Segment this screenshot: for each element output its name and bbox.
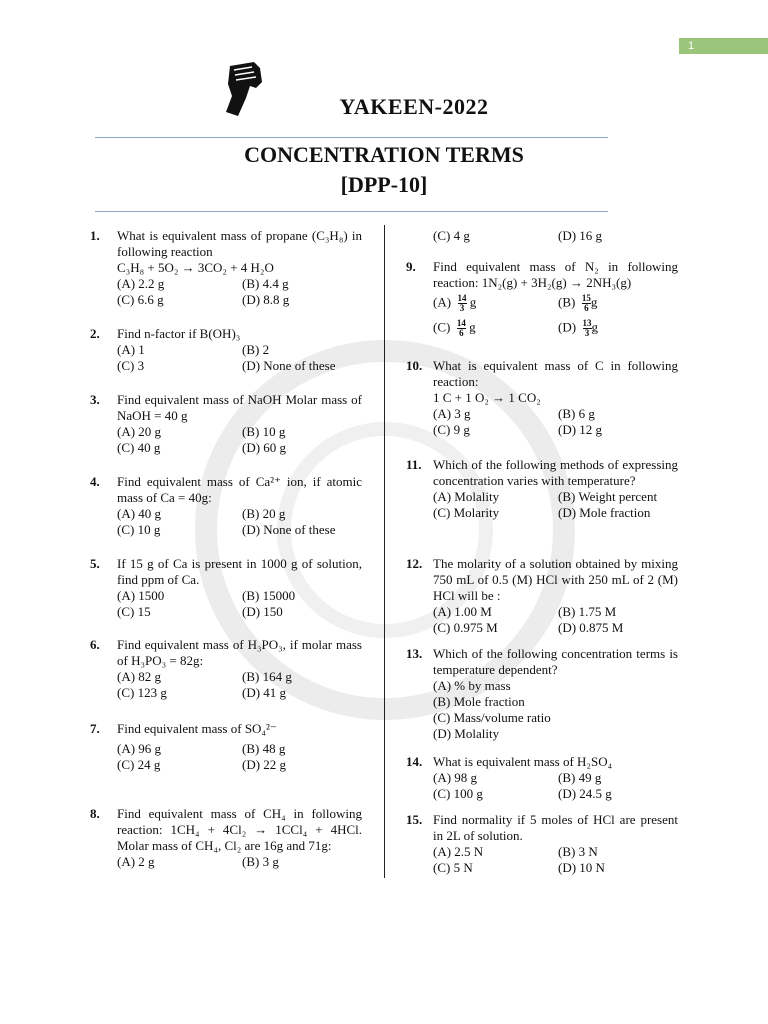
option-a: (A) Molality <box>433 489 500 504</box>
option-c: (C) 0.975 M <box>433 620 498 635</box>
option-d: (D) 60 g <box>242 440 287 455</box>
option-c: (C) 9 g <box>433 422 470 437</box>
option-a: (A) 20 g <box>117 424 162 439</box>
option-b: (B) Mole fraction <box>433 694 525 709</box>
question-9: 9. Find equivalent mass of N₂ in following reaction: 1N₂(g) + 3H₂(g) → 2NH₃(g) (A) $\frac{14}{3}$ g (B) $\frac{15}{6}$ g (C) $\frac{14}{6}$ g (D) $\frac{13}{3}$ g <box>406 259 678 338</box>
option-c: (C) Mass/volume ratio <box>433 710 551 725</box>
option-c: (C) 5 N <box>433 860 473 875</box>
column-divider <box>384 225 385 878</box>
option-d: (D) 8.8 g <box>242 292 290 307</box>
option-a: (A) 96 g <box>117 741 162 756</box>
option-c: (C) 3 <box>117 358 145 373</box>
option-c: (C) Molarity <box>433 505 500 520</box>
option-a: (A) 1 <box>117 342 145 357</box>
question-5: 5. If 15 g of Ca is present in 1000 g of solution, find ppm of Ca. (A) 1500 (B) 15000 (C) 15 (D) 150 <box>90 556 362 620</box>
option-c: (C) 123 g <box>117 685 167 700</box>
option-d: (D) 12 g <box>558 422 603 437</box>
option-b: (B) 2 <box>242 342 270 357</box>
page-number-badge: 1 <box>679 38 768 54</box>
option-d: (D) 0.875 M <box>558 620 624 635</box>
question-stem: Find equivalent mass of CH₄ in following reaction: 1CH₄ + 4Cl₂ → 1CCl₄ + 4HCl. Molar mass of CH₄, Cl₂ are 16g and 71g: <box>117 806 362 853</box>
question-15: 15. Find normality if 5 moles of HCl are present in 2L of solution. (A) 2.5 N (B) 3 N (C) 5 N (D) 10 N <box>406 812 678 876</box>
option-c: (C) 40 g <box>117 440 161 455</box>
question-number: 1. <box>90 228 100 243</box>
option-b: (B) 20 g <box>242 506 286 521</box>
option-d: (D) None of these <box>242 358 336 373</box>
option-b: (B) 164 g <box>242 669 292 684</box>
header-rule-top <box>95 137 608 138</box>
question-stem: Which of the following concentration terms is temperature dependent? <box>433 646 678 677</box>
question-stem: What is equivalent mass of C in following reaction: <box>433 358 678 389</box>
option-b: (B) $\frac{15}{6}$ g <box>558 293 598 313</box>
option-a: (A) % by mass <box>433 678 511 693</box>
option-d: (D) Molality <box>433 726 500 741</box>
option-d: (D) 150 <box>242 604 283 619</box>
option-b: (B) 10 g <box>242 424 286 439</box>
question-stem: Find normality if 5 moles of HCl are present in 2L of solution. <box>433 812 678 843</box>
document-subtitle: CONCENTRATION TERMS <box>244 142 524 167</box>
option-d: (D) 22 g <box>242 757 287 772</box>
option-b: (B) 3 g <box>242 854 279 869</box>
option-d: (D) 24.5 g <box>558 786 612 801</box>
question-1 <box>90 228 362 308</box>
question-stem: Find equivalent mass of H₃PO₃, if molar mass of H₃PO₃ = 82g: <box>117 637 362 668</box>
option-a: (A) 1500 <box>117 588 165 603</box>
question-8: 8. Find equivalent mass of CH₄ in following reaction: 1CH₄ + 4Cl₂ → 1CCl₄ + 4HCl. Molar mass of CH₄, Cl₂ are 16g and 71g: (A) 2 g (B) 3 g <box>90 806 362 870</box>
option-d: (D) Mole fraction <box>558 505 651 520</box>
option-b: (B) 1.75 M <box>558 604 617 619</box>
option-a: (A) $\frac{14}{3}$ g <box>433 293 477 313</box>
question-stem: The molarity of a solution obtained by mixing 750 mL of 0.5 (M) HCl with 250 mL of 2 (M) HCl will be : <box>433 556 678 603</box>
option-a: (A) 2.5 N <box>433 844 484 859</box>
option-b: (B) 3 N <box>558 844 598 859</box>
option-d: (D) None of these <box>242 522 336 537</box>
question-stem: If 15 g of Ca is present in 1000 g of solution, find ppm of Ca. <box>117 556 362 587</box>
question-12: 12. The molarity of a solution obtained by mixing 750 mL of 0.5 (M) HCl with 250 mL of 2 (M) HCl will be : (A) 1.00 M (B) 1.75 M (C) 0.975 M (D) 0.875 M <box>406 556 678 636</box>
option-c: (C) 10 g <box>117 522 161 537</box>
option-c: (C) $\frac{14}{6}$ g <box>433 318 476 338</box>
option-c: (C) 100 g <box>433 786 483 801</box>
document-title: YAKEEN-2022 <box>339 94 489 119</box>
option-c: (C) 6.6 g <box>117 292 164 307</box>
question-3: 3. Find equivalent mass of NaOH Molar mass of NaOH = 40 g (A) 20 g (B) 10 g (C) 40 g (D) 60 g <box>90 392 362 456</box>
option-d: (D) 16 g <box>558 228 603 243</box>
question-stem: Find equivalent mass of SO₄²⁻ <box>117 721 277 736</box>
option-b: (B) 15000 <box>242 588 296 603</box>
option-a: (A) 82 g <box>117 669 162 684</box>
question-stem: Find equivalent mass of N₂ in following reaction: 1N₂(g) + 3H₂(g) → 2NH₃(g) <box>433 259 678 290</box>
question-8-continued <box>406 228 678 244</box>
option-c: (C) 15 <box>117 604 151 619</box>
option-a: (A) 2.2 g <box>117 276 165 291</box>
option-b: (B) 48 g <box>242 741 286 756</box>
reaction-equation: C₃H₈ + 5O₂ → 3CO₂ + 4 H₂O <box>117 260 274 275</box>
question-stem: Which of the following methods of expressing concentration varies with temperature? <box>433 457 678 488</box>
question-10: 10. What is equivalent mass of C in following reaction: 1 C + 1 O₂ → 1 CO₂ (A) 3 g (B) 6 g (C) 9 g (D) 12 g <box>406 358 678 438</box>
question-4: 4. Find equivalent mass of Ca²⁺ ion, if atomic mass of Ca = 40g: (A) 40 g (B) 20 g (C) 10 g (D) None of these <box>90 474 362 538</box>
option-a: (A) 1.00 M <box>433 604 492 619</box>
option-a: (A) 98 g <box>433 770 478 785</box>
option-b: (B) 6 g <box>558 406 595 421</box>
question-2: 2. Find n-factor if B(OH)₃ (A) 1 (B) 2 (C) 3 (D) None of these <box>90 326 362 374</box>
question-stem: Find equivalent mass of Ca²⁺ ion, if atomic mass of Ca = 40g: <box>117 474 362 505</box>
reaction-equation: 1 C + 1 O₂ → 1 CO₂ <box>433 390 541 405</box>
question-7: 7. Find equivalent mass of SO₄²⁻ (A) 96 g (B) 48 g (C) 24 g (D) 22 g <box>90 721 362 773</box>
question-11: 11. Which of the following methods of expressing concentration varies with temperature? (A) Molality (B) Weight percent (C) Molarity (D) Mole fraction <box>406 457 678 521</box>
option-d: (D) 10 N <box>558 860 605 875</box>
question-14: 14. What is equivalent mass of H₂SO₄ (A) 98 g (B) 49 g (C) 100 g (D) 24.5 g <box>406 754 678 802</box>
dpp-number: [DPP-10] <box>340 172 428 197</box>
option-d: (D) $\frac{13}{3}$ g <box>558 318 599 338</box>
question-13: 13. Which of the following concentration terms is temperature dependent? (A) % by mass (B) Mole fraction (C) Mass/volume ratio (D) Molality <box>406 646 678 741</box>
option-c: (C) 4 g <box>433 228 470 243</box>
question-stem: Find n-factor if B(OH)₃ <box>117 326 241 341</box>
option-b: (B) Weight percent <box>558 489 658 504</box>
option-a: (A) 3 g <box>433 406 471 421</box>
option-c: (C) 24 g <box>117 757 161 772</box>
option-b: (B) 49 g <box>558 770 602 785</box>
option-a: (A) 2 g <box>117 854 155 869</box>
question-stem: What is equivalent mass of H₂SO₄ <box>433 754 613 769</box>
header-rule-bottom <box>95 211 608 212</box>
option-a: (A) 40 g <box>117 506 162 521</box>
option-d: (D) 41 g <box>242 685 287 700</box>
question-stem: Find equivalent mass of NaOH Molar mass of NaOH = 40 g <box>117 392 362 423</box>
question-stem: What is equivalent mass of propane (C₃H₈) in following reaction <box>117 228 362 259</box>
question-6: 6. Find equivalent mass of H₃PO₃, if molar mass of H₃PO₃ = 82g: (A) 82 g (B) 164 g (C) 123 g (D) 41 g <box>90 637 362 701</box>
option-b: (B) 4.4 g <box>242 276 289 291</box>
